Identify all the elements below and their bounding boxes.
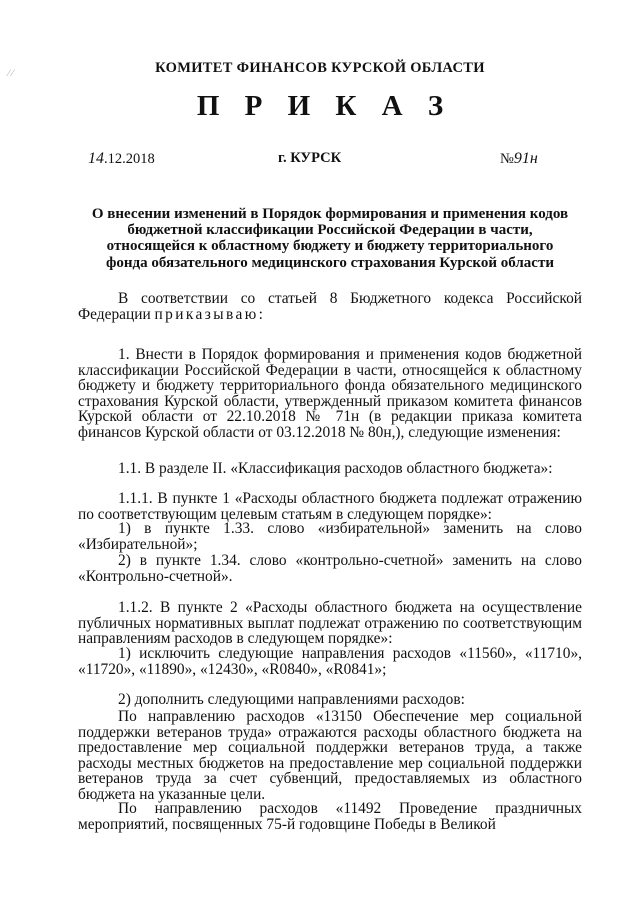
paragraph-1-1-2-item-1: 1) исключить следующие направления расходов «11560», «11710», «11720», «11890», «12430», «R0840», «R0841»; — [78, 645, 582, 678]
paragraph-1: 1. Внести в Порядок формирования и применения кодов бюджетной классификации Российской Федерации в части, относящейся к областному бюджету и бюджету территориального фонда обязательного медицинского страхования Курской области, утвержденный приказом комитета финансов Курской области от 22.10.2018 № 71н (в редакции приказа комитета финансов Курской области от 03.12.2018 № 80н,), следующие изменения: — [78, 346, 582, 441]
paragraph-2-expense-11492: По направлению расходов «11492 Проведение праздничных мероприятий, посвященных 75-й годовщине Победы в Великой — [78, 800, 582, 833]
preamble-order-word: приказываю — [154, 305, 259, 323]
date-handwritten: 14 — [88, 150, 104, 167]
paragraph-1-1: 1.1. В разделе II. «Классификация расходов областного бюджета»: — [118, 460, 553, 477]
committee-header: КОМИТЕТ ФИНАНСОВ КУРСКОЙ ОБЛАСТИ — [155, 60, 485, 76]
paragraph-1-1-2: 1.1.2. В пункте 2 «Расходы областного бюджета на осуществление публичных нормативных выплат подлежат отражению по соответствующим направлениям расходов в следующем порядке»: — [78, 599, 582, 648]
paragraph-1-1-1: 1.1.1. В пункте 1 «Расходы областного бюджета подлежат отражению по соответствующим целевым статьям в следующем порядке»: — [78, 490, 582, 523]
paragraph-2-expense-13150: По направлению расходов «13150 Обеспечение мер социальной поддержки ветеранов труда» отражаются расходы областного бюджета на предоставление мер социальной поддержки ветеранов труда, а также расходы местных бюджетов на предоставление мер социальной поддержки ветеранов труда за счет субвенций, предоставляемых из областного бюджета на указанные цели. — [78, 708, 582, 803]
order-number — [500, 150, 538, 168]
document-type-heading: П Р И К А З — [196, 90, 453, 122]
number-handwritten: 91н — [513, 150, 538, 167]
title-line: бюджетной классификации Российской Федерации в части, — [127, 222, 533, 239]
paragraph-1-1-1-item-1: 1) в пункте 1.33. слово «избирательной» заменить на слово «Избирательной»; — [78, 520, 582, 553]
order-date — [88, 150, 155, 168]
number-prefix: № — [500, 151, 514, 167]
paragraph-2-heading: 2) дополнить следующими направлениями расходов: — [118, 691, 465, 708]
preamble-paragraph — [78, 291, 582, 322]
order-title — [86, 206, 574, 271]
title-line: относящейся к областному бюджету и бюджету территориального — [106, 238, 554, 255]
preamble-colon: : — [258, 305, 263, 323]
title-line: О внесении изменений в Порядок формирования и применения кодов — [91, 206, 569, 222]
preamble-text: В соответствии со статьей 8 Бюджетного кодекса Российской Федерации — [78, 290, 582, 323]
paragraph-1-1-1-item-2: 2) в пункте 1.34. слово «контрольно-счетной» заменить на слово «Контрольно-счетной». — [78, 552, 582, 585]
title-line: фонда обязательного медицинского страхования Курской области — [106, 254, 554, 271]
order-city: г. КУРСК — [278, 150, 342, 166]
date-printed: .12.2018 — [104, 151, 155, 167]
margin-mark: ⁄ ⁄ — [8, 68, 14, 78]
